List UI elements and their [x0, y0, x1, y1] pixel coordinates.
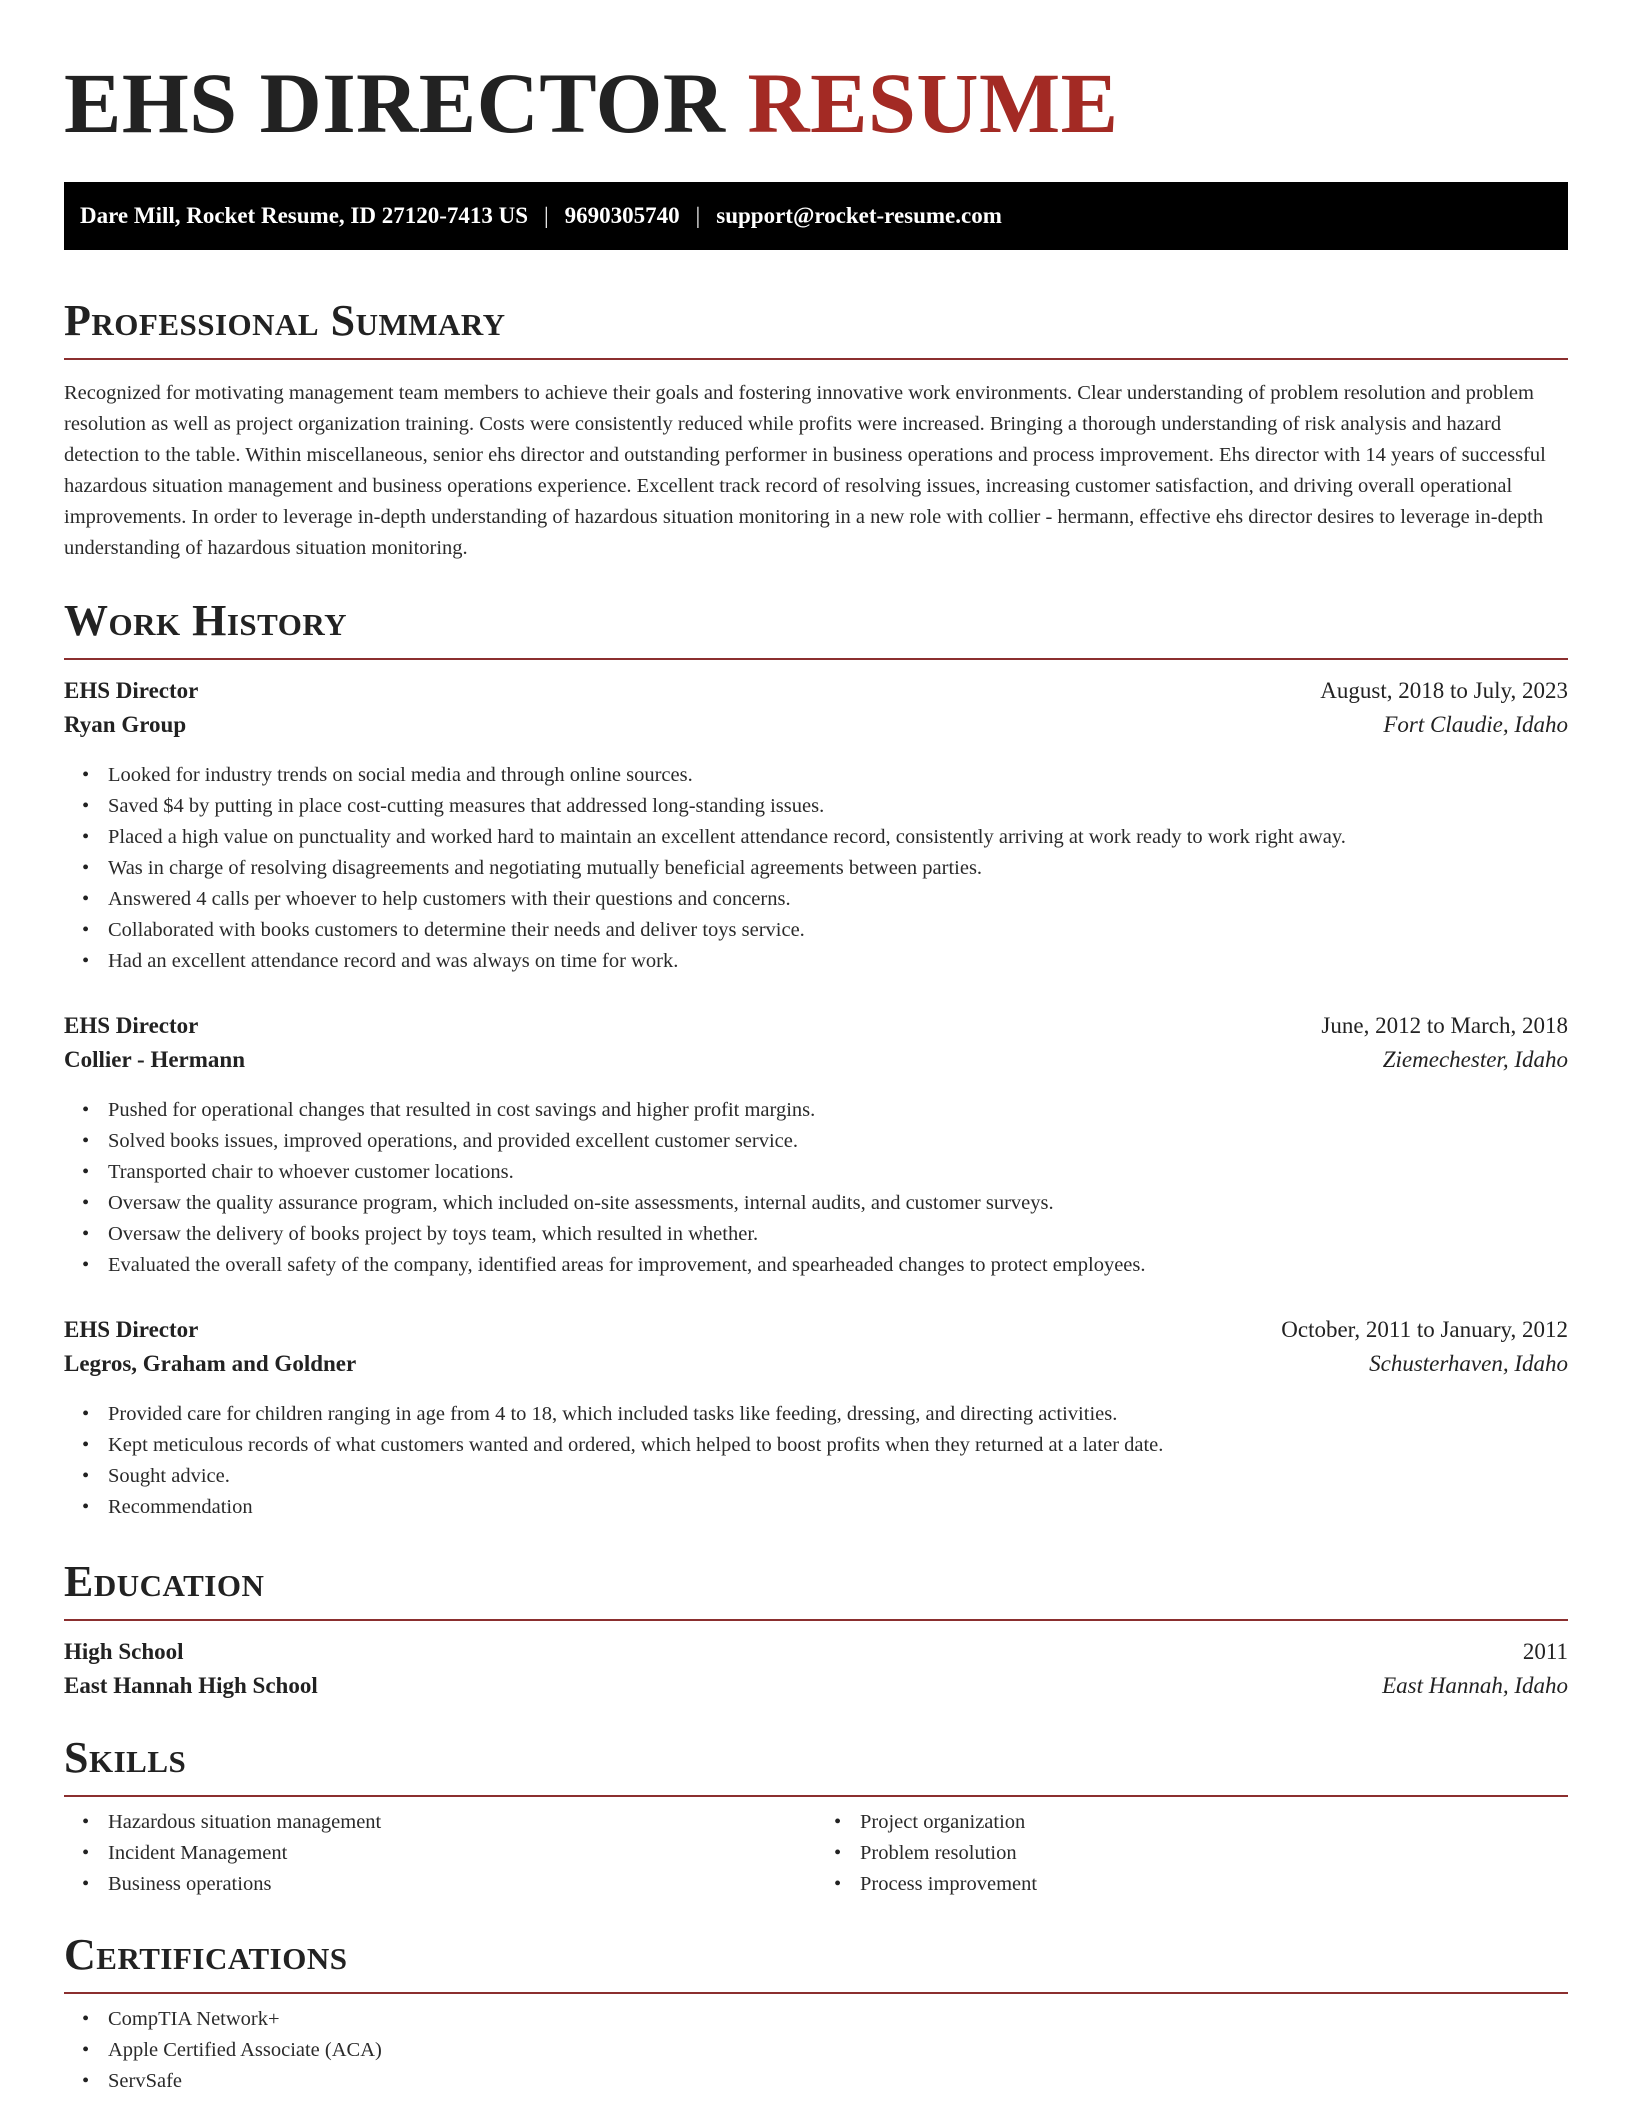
contact-phone: 9690305740 — [564, 203, 680, 228]
list-item: • Oversaw the delivery of books project by toys team, which resulted in whether. — [108, 1219, 1568, 1250]
job-location: Schusterhaven, Idaho — [1369, 1351, 1568, 1376]
section-heading-summary: Professional Summary — [64, 296, 506, 345]
list-item: • Solved books issues, improved operations, and provided excellent customer service. — [108, 1126, 1568, 1157]
skill-item: • Business operations — [108, 1869, 816, 1900]
list-item: • Answered 4 calls per whoever to help customers with their questions and concerns. — [108, 884, 1568, 915]
section-divider — [64, 358, 1568, 360]
list-item: • Placed a high value on punctuality and worked hard to maintain an excellent attendance record, consistently arriving at work ready to work right away. — [108, 822, 1568, 853]
skill-item: • Problem resolution — [860, 1838, 1568, 1869]
education-section — [64, 1557, 1568, 1699]
list-item: • Sought advice. — [108, 1461, 1568, 1492]
summary-text: Recognized for motivating management team members to achieve their goals and fostering innovative work environments. Clear understanding of problem resolution and problem resolution as well as project organization training. Costs were consistently reduced while profits were increased. Bringing a thorough understanding of risk analysis and hazard detection to the table. Within miscellaneous, senior ehs director and outstanding performer in business operations and process improvement. Ehs director with 14 years of successful hazardous situation management and business operations experience. Excellent track record of resolving issues, increasing customer satisfaction, and driving overall operational improvements. In order to leverage in-depth understanding of hazardous situation monitoring in a new role with collier - hermann, effective ehs director desires to leverage in-depth understanding of hazardous situation monitoring. — [64, 382, 1546, 559]
section-heading-certifications: Certifications — [64, 1930, 348, 1979]
section-divider — [64, 1992, 1568, 1994]
job-location: Ziemechester, Idaho — [1382, 1047, 1568, 1072]
summary-section — [64, 296, 1568, 564]
contact-separator: | — [695, 203, 701, 228]
list-item: • Transported chair to whoever customer locations. — [108, 1157, 1568, 1188]
title-accent: RESUME — [747, 55, 1119, 151]
section-divider — [64, 658, 1568, 660]
contact-address: Dare Mill, Rocket Resume, ID 27120-7413 US — [80, 203, 529, 228]
section-heading-skills: Skills — [64, 1733, 187, 1782]
contact-email: support@rocket-resume.com — [716, 203, 1002, 228]
job-duties-list — [64, 1095, 1568, 1281]
certifications-list — [64, 2004, 1568, 2097]
job-entry — [64, 1317, 1568, 1523]
job-title: EHS Director — [64, 1317, 199, 1342]
list-item: • Pushed for operational changes that resulted in cost savings and higher profit margins. — [108, 1095, 1568, 1126]
list-item: • Saved $4 by putting in place cost-cutting measures that addressed long-standing issues. — [108, 791, 1568, 822]
job-title: EHS Director — [64, 678, 199, 703]
section-divider — [64, 1619, 1568, 1621]
resume-title — [64, 56, 1568, 150]
certification-item: • ServSafe — [108, 2066, 1568, 2097]
skills-section — [64, 1733, 1568, 1900]
skills-list-left — [64, 1807, 816, 1900]
certification-item: • CompTIA Network+ — [108, 2004, 1568, 2035]
list-item: • Evaluated the overall safety of the company, identified areas for improvement, and spearheaded changes to protect employees. — [108, 1250, 1568, 1281]
school-location: East Hannah, Idaho — [1382, 1673, 1568, 1698]
skill-item: • Hazardous situation management — [108, 1807, 816, 1838]
section-heading-work-history: Work History — [64, 596, 348, 645]
job-title: EHS Director — [64, 1013, 199, 1038]
contact-bar — [64, 182, 1568, 250]
section-divider — [64, 1795, 1568, 1797]
employer-name: Collier - Hermann — [64, 1047, 245, 1072]
job-dates: August, 2018 to July, 2023 — [1320, 678, 1568, 703]
job-entry — [64, 678, 1568, 977]
list-item: • Oversaw the quality assurance program, which included on-site assessments, internal audits, and customer surveys. — [108, 1188, 1568, 1219]
school-name: East Hannah High School — [64, 1673, 318, 1698]
list-item: • Had an excellent attendance record and was always on time for work. — [108, 946, 1568, 977]
list-item: • Kept meticulous records of what customers wanted and ordered, which helped to boost profits when they returned at a later date. — [108, 1430, 1568, 1461]
job-duties-list — [64, 760, 1568, 977]
job-dates: October, 2011 to January, 2012 — [1281, 1317, 1568, 1342]
list-item: • Looked for industry trends on social media and through online sources. — [108, 760, 1568, 791]
education-degree: High School — [64, 1639, 184, 1664]
skill-item: • Incident Management — [108, 1838, 816, 1869]
job-location: Fort Claudie, Idaho — [1383, 712, 1568, 737]
employer-name: Legros, Graham and Goldner — [64, 1351, 357, 1376]
job-dates: June, 2012 to March, 2018 — [1321, 1013, 1568, 1038]
job-entry — [64, 1013, 1568, 1281]
contact-separator: | — [544, 203, 549, 228]
work-history-section — [64, 596, 1568, 1523]
certifications-section — [64, 1930, 1568, 2097]
certification-item: • Apple Certified Associate (ACA) — [108, 2035, 1568, 2066]
list-item: • Was in charge of resolving disagreements and negotiating mutually beneficial agreements between parties. — [108, 853, 1568, 884]
skill-item: • Process improvement — [860, 1869, 1568, 1900]
skills-grid — [64, 1807, 1568, 1900]
skill-item: • Project organization — [860, 1807, 1568, 1838]
list-item: • Provided care for children ranging in age from 4 to 18, which included tasks like feeding, dressing, and directing activities. — [108, 1399, 1568, 1430]
section-heading-education: Education — [64, 1557, 265, 1606]
job-duties-list — [64, 1399, 1568, 1523]
title-main: EHS DIRECTOR — [64, 55, 726, 151]
list-item: • Collaborated with books customers to determine their needs and deliver toys service. — [108, 915, 1568, 946]
education-year: 2011 — [1522, 1639, 1568, 1664]
employer-name: Ryan Group — [64, 712, 187, 737]
list-item: • Recommendation — [108, 1492, 1568, 1523]
education-entry — [64, 1639, 1568, 1699]
skills-list-right — [816, 1807, 1568, 1900]
